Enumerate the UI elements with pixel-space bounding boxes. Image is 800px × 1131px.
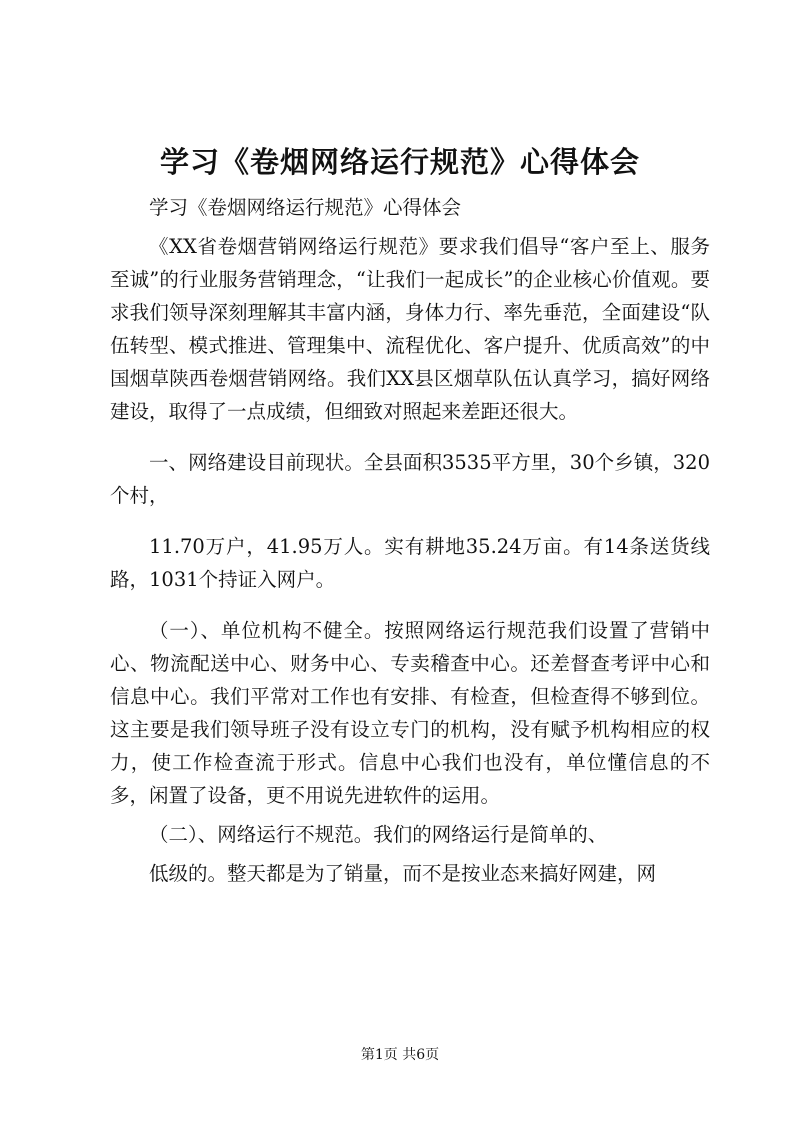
- network-heading-paragraph: （二）、网络运行不规范。我们的网络运行是简单的、: [149, 823, 608, 846]
- section-one-paragraph: 一、网络建设目前现状。全县面积3535平方里，30个乡镇，320个村，: [110, 451, 710, 507]
- institution-paragraph: （一）、单位机构不健全。按照网络运行规范我们设置了营销中心、物流配送中心、财务中心、专卖稽查中心。还差督查考评中心和信息中心。我们平常对工作也有安排、有检查，但检查得不够到位。这主要是我们领导班子没有设立专门的机构，没有赋予机构相应的权力，使工作检查流于形式。信息中心我们也没有，单位懂信息的不多，闲置了设备，更不用说先进软件的运用。: [110, 619, 710, 807]
- statistics-paragraph: 11.70万户，41.95万人。实有耕地35.24万亩。有14条送货线路，1031个持证入网户。: [110, 535, 710, 591]
- document-body: [110, 191, 710, 890]
- subtitle-paragraph: 学习《卷烟网络运行规范》心得体会: [149, 196, 462, 219]
- document-title: 学习《卷烟网络运行规范》心得体会: [159, 145, 640, 179]
- intro-paragraph: 《XX省卷烟营销网络运行规范》要求我们倡导“客户至上、服务至诚”的行业服务营销理念，“让我们一起成长”的企业核心价值观。要求我们领导深刻理解其丰富内涵，身体力行、率先垂范，全面建设“队伍转型、模式推进、管理集中、流程优化、客户提升、优质高效”的中国烟草陕西卷烟营销网络。我们XX县区烟草队伍认真学习，搞好网络建设，取得了一点成绩，但细致对照起来差距还很大。: [110, 235, 710, 423]
- page-footer: 第1页 共6页: [360, 1047, 440, 1063]
- paragraph-spacer: [110, 428, 710, 446]
- paragraph-spacer: [110, 596, 710, 614]
- network-detail-paragraph: 低级的。整天都是为了销量，而不是按业态来搞好网建，网: [149, 862, 657, 885]
- paragraph-spacer: [110, 512, 710, 530]
